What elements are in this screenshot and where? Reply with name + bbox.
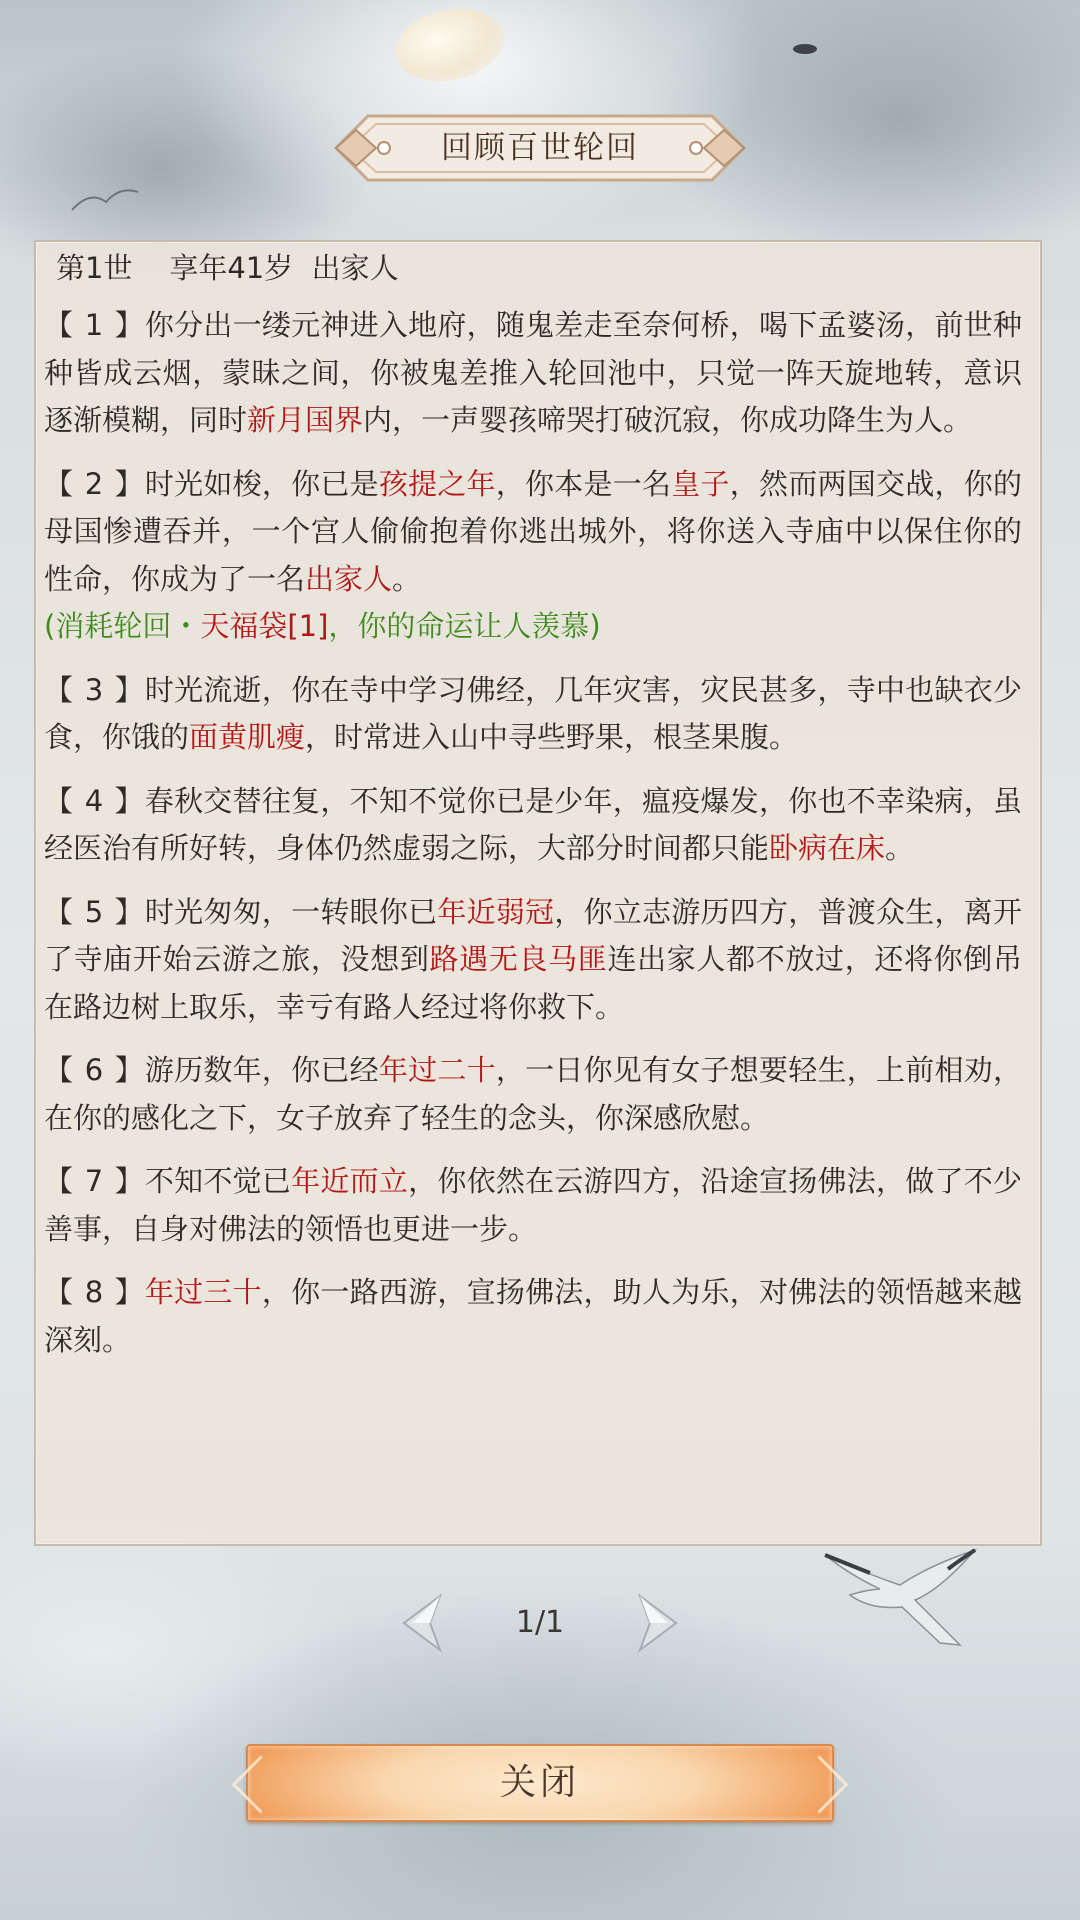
- entry-list: [44, 302, 1022, 1364]
- entry-text: ，你一路西游，宣扬佛法，助人为乐，对佛法的领悟越来越深刻。: [44, 1275, 1022, 1357]
- entry-text: 时光如梭，你已是: [144, 466, 379, 501]
- entry-index: 【 7 】: [44, 1164, 145, 1198]
- button-ornament: [232, 1756, 290, 1814]
- prev-page-button[interactable]: [390, 1588, 454, 1658]
- story-entry: [44, 461, 1022, 651]
- highlight-text: 年近弱冠: [437, 894, 555, 929]
- entry-index: 【 2 】: [44, 466, 145, 501]
- entry-text: 游历数年，你已经: [144, 1053, 379, 1087]
- life-identity: 出家人: [311, 251, 399, 285]
- highlight-text: 年过二十: [378, 1053, 496, 1087]
- story-entry: [44, 302, 1022, 445]
- story-entry: [44, 1047, 1022, 1142]
- yin-yang-orb-decoration: [389, 0, 511, 91]
- entry-index: 【 1 】: [44, 308, 145, 342]
- highlight-text: 年过三十: [144, 1275, 262, 1309]
- entry-text: 不知不觉已: [144, 1164, 292, 1198]
- highlight-text: 年近而立: [291, 1164, 409, 1198]
- entry-text: ，你立志游历四方，普渡众生，离开了寺庙开始云游之旅，没想到: [44, 894, 1022, 976]
- entry-text: 。: [392, 561, 422, 596]
- entry-text: ，一日你见有女子想要轻生，上前相劝，在你的感化之下，女子放弃了轻生的念头，你深感欣慰。: [44, 1053, 1022, 1135]
- title-plaque: [332, 112, 748, 184]
- highlight-text: 路遇无良马匪: [429, 942, 608, 976]
- chevron-right-icon: [626, 1588, 690, 1658]
- highlight-text: 皇子: [671, 466, 730, 501]
- story-entry: [44, 1158, 1022, 1253]
- life-summary-header: [44, 242, 1022, 302]
- button-ornament: [791, 1756, 849, 1814]
- story-entry: [44, 778, 1022, 873]
- entry-index: 【 5 】: [44, 894, 145, 929]
- crane-decoration-icon: [820, 1545, 980, 1655]
- bird-decoration-icon: [790, 40, 820, 58]
- bird-decoration-icon: [70, 180, 140, 220]
- next-page-button[interactable]: [626, 1588, 690, 1658]
- entry-index: 【 8 】: [44, 1275, 145, 1309]
- highlight-text: 新月国界: [247, 403, 364, 437]
- story-entry: [44, 889, 1022, 1032]
- bonus-note-text: (消耗轮回・: [44, 609, 201, 643]
- highlight-text: 卧病在床: [769, 831, 886, 865]
- highlight-text: 孩提之年: [378, 466, 496, 501]
- reincarnation-log-panel[interactable]: [34, 240, 1042, 1546]
- life-age: 享年41岁: [169, 251, 294, 285]
- page-title: 回顾百世轮回: [441, 130, 639, 166]
- highlight-text: 面黄肌瘦: [189, 720, 306, 754]
- story-entry: [44, 1269, 1022, 1364]
- entry-index: 【 3 】: [44, 672, 145, 707]
- page-indicator: 1/1: [515, 1605, 565, 1640]
- entry-text: 内，一声婴孩啼哭打破沉寂，你成功降生为人。: [363, 403, 973, 437]
- entry-index: 【 4 】: [44, 783, 145, 818]
- bonus-note: [44, 603, 1022, 651]
- chevron-left-icon: [390, 1588, 454, 1658]
- story-entry: [44, 667, 1022, 762]
- entry-text: 春秋交替往复，不知不觉你已是少年，瘟疫爆发，你也不幸染病，虽经医治有所好转，身体仍然虚弱之际，大部分时间都只能: [44, 783, 1022, 865]
- entry-text: ，时常进入山中寻些野果，根茎果腹。: [305, 720, 799, 754]
- entry-text: ，你本是一名: [495, 466, 672, 501]
- bonus-note-text: ，你的命运让人羡慕): [328, 609, 601, 643]
- close-button[interactable]: [246, 1744, 834, 1822]
- entry-text: 时光流逝，你在寺中学习佛经，几年灾害，灾民甚多，寺中也缺衣少食，你饿的: [44, 672, 1022, 754]
- close-button-label: 关闭: [499, 1762, 580, 1803]
- entry-text: ，你依然在云游四方，沿途宣扬佛法，做了不少善事，自身对佛法的领悟也更进一步。: [44, 1164, 1022, 1246]
- entry-index: 【 6 】: [44, 1053, 145, 1087]
- entry-text: ，然而两国交战，你的母国惨遭吞并，一个宫人偷偷抱着你逃出城外，将你送入寺庙中以保住你的性命，你成为了一名: [44, 466, 1022, 596]
- life-number: 第1世: [56, 251, 133, 285]
- entry-text: 时光匆匆，一转眼你已: [144, 894, 438, 929]
- pagination: [380, 1588, 700, 1658]
- highlight-text: 出家人: [305, 561, 393, 596]
- bonus-item-name: 天福袋[1]: [200, 609, 329, 643]
- entry-text: 连出家人都不放过，还将你倒吊在路边树上取乐，幸亏有路人经过将你救下。: [44, 942, 1022, 1024]
- entry-text: 。: [885, 831, 915, 865]
- entry-text: 你分出一缕元神进入地府，随鬼差走至奈何桥，喝下孟婆汤，前世种种皆成云烟，蒙昧之间，你被鬼差推入轮回池中，只觉一阵天旋地转，意识逐渐模糊，同时: [44, 308, 1022, 437]
